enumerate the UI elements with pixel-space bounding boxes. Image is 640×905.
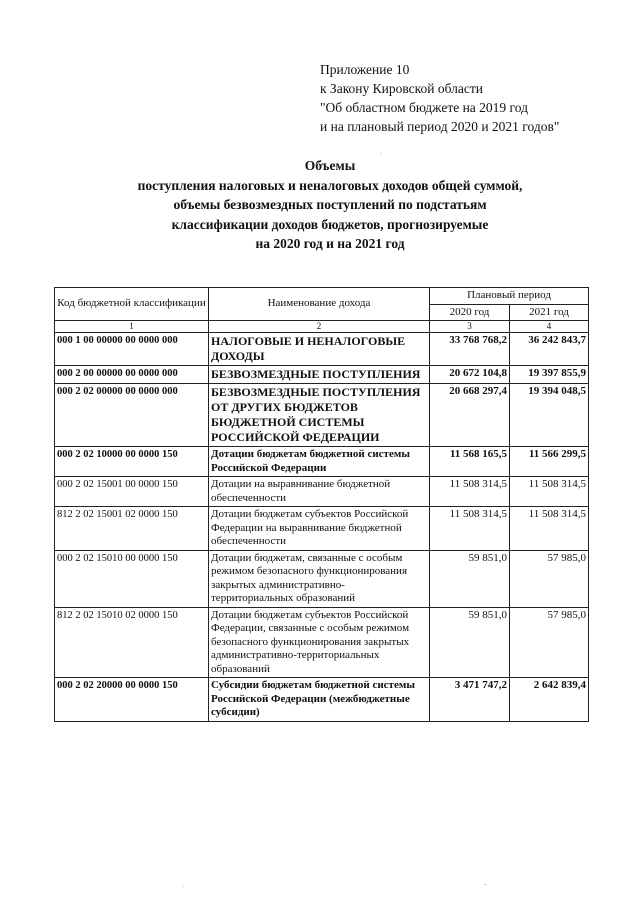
row-code: 000 2 00 00000 00 0000 000 [55, 366, 209, 384]
row-code: 812 2 02 15010 02 0000 150 [55, 607, 209, 678]
row-name: Дотации бюджетам субъектов Российской Федерации на выравнивание бюджетной обеспеченности [209, 507, 430, 551]
appendix-line-3: "Об областном бюджете на 2019 год [320, 100, 528, 115]
table-row [55, 366, 589, 384]
row-value-2021: 19 397 855,9 [510, 366, 589, 384]
row-name: БЕЗВОЗМЕЗДНЫЕ ПОСТУПЛЕНИЯ [209, 366, 430, 384]
row-name: Дотации бюджетам бюджетной системы Российской Федерации [209, 447, 430, 477]
row-value-2021: 11 508 314,5 [510, 477, 589, 507]
column-number: 1 [55, 321, 209, 333]
table-row [55, 507, 589, 551]
table-row [55, 447, 589, 477]
title-line-1: Объемы [304, 158, 356, 173]
row-value-2021: 2 642 839,4 [510, 678, 589, 722]
header-year-2021: 2021 год [510, 304, 589, 321]
title-line-2: поступления налоговых и неналоговых доходов общей суммой, [137, 177, 523, 193]
row-value-2020: 20 668 297,4 [430, 384, 510, 447]
document-title [60, 156, 600, 254]
appendix-note [320, 60, 620, 136]
row-name: НАЛОГОВЫЕ И НЕНАЛОГОВЫЕ ДОХОДЫ [209, 333, 430, 366]
column-number: 4 [510, 321, 589, 333]
row-value-2021: 57 985,0 [510, 607, 589, 678]
row-value-2021: 11 566 299,5 [510, 447, 589, 477]
table-row [55, 678, 589, 722]
appendix-line-2: к Закону Кировской области [320, 81, 484, 96]
row-value-2020: 20 672 104,8 [430, 366, 510, 384]
scan-speck: . [380, 147, 382, 156]
header-row [55, 288, 589, 305]
row-code: 812 2 02 15001 02 0000 150 [55, 507, 209, 551]
row-value-2021: 36 242 843,7 [510, 333, 589, 366]
table-row [55, 477, 589, 507]
column-number-row [55, 321, 589, 333]
row-name: Дотации на выравнивание бюджетной обеспеченности [209, 477, 430, 507]
row-code: 000 2 02 00000 00 0000 000 [55, 384, 209, 447]
row-code: 000 2 02 15001 00 0000 150 [55, 477, 209, 507]
row-value-2020: 3 471 747,2 [430, 678, 510, 722]
row-code: 000 2 02 10000 00 0000 150 [55, 447, 209, 477]
table-row [55, 333, 589, 366]
appendix-line-1: Приложение 10 [320, 62, 410, 77]
title-line-3: объемы безвозмездных поступлений по подстатьям [173, 197, 487, 212]
row-name: Дотации бюджетам, связанные с особым режимом безопасного функционирования закрытых административно-территориальных образований [209, 550, 430, 607]
header-period: Плановый период [430, 288, 589, 305]
row-name: Субсидии бюджетам бюджетной системы Российской Федерации (межбюджетные субсидии) [209, 678, 430, 722]
row-code: 000 2 02 15010 00 0000 150 [55, 550, 209, 607]
row-value-2020: 33 768 768,2 [430, 333, 510, 366]
revenue-table [54, 287, 589, 722]
row-code: 000 2 02 20000 00 0000 150 [55, 678, 209, 722]
column-number: 3 [430, 321, 510, 333]
row-value-2020: 11 568 165,5 [430, 447, 510, 477]
column-number: 2 [209, 321, 430, 333]
scan-speck: - [484, 880, 487, 889]
row-name: Дотации бюджетам субъектов Российской Федерации, связанные с особым режимом безопасного функционирования закрытых административно-территориальных образований [209, 607, 430, 678]
appendix-line-4: и на плановый период 2020 и 2021 годов" [320, 119, 560, 134]
table-row [55, 607, 589, 678]
row-value-2020: 11 508 314,5 [430, 507, 510, 551]
header-name: Наименование дохода [209, 288, 430, 321]
row-value-2021: 57 985,0 [510, 550, 589, 607]
table-row [55, 550, 589, 607]
header-year-2020: 2020 год [430, 304, 510, 321]
row-name: БЕЗВОЗМЕЗДНЫЕ ПОСТУПЛЕНИЯ ОТ ДРУГИХ БЮДЖЕТОВ БЮДЖЕТНОЙ СИСТЕМЫ РОССИЙСКОЙ ФЕДЕРАЦИИ [209, 384, 430, 447]
table-row [55, 384, 589, 447]
header-code: Код бюджетной классификации [55, 288, 209, 321]
row-value-2021: 19 394 048,5 [510, 384, 589, 447]
scan-speck: . [182, 880, 184, 889]
row-code: 000 1 00 00000 00 0000 000 [55, 333, 209, 366]
row-value-2021: 11 508 314,5 [510, 507, 589, 551]
row-value-2020: 59 851,0 [430, 607, 510, 678]
title-line-4: классификации доходов бюджетов, прогнозируемые [171, 216, 489, 232]
row-value-2020: 59 851,0 [430, 550, 510, 607]
title-line-5: на 2020 год и на 2021 год [255, 236, 405, 251]
row-value-2020: 11 508 314,5 [430, 477, 510, 507]
